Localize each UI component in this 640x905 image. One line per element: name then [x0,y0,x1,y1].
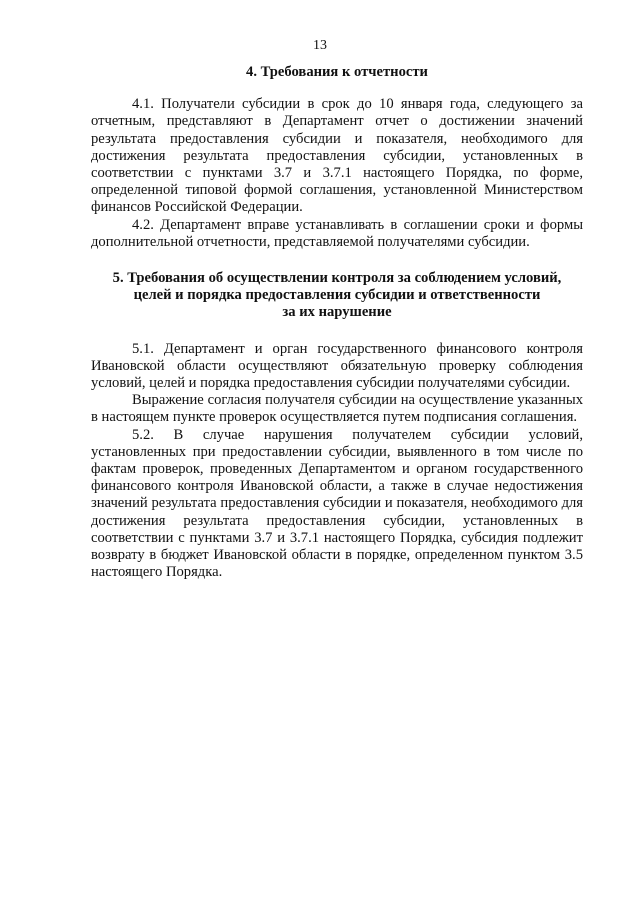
page-number: 13 [313,38,327,53]
paragraph-4-1: 4.1. Получатели субсидии в срок до 10 января года, следующего за отчетным, представляют в Департамент отчет о достижении значений результата предоставления субсидии и показателя, необходимого для достижения результата предоставления субсидии, установленных в соответствии с пунктами 3.7 и 3.7.1 настоящего Порядка, по форме, определенной типовой формой соглашения, установленной Министерством финансов Российской Федерации. [91,96,583,216]
paragraph-5-1: 5.1. Департамент и орган государственного финансового контроля Ивановской области осуществляют обязательную проверку соблюдения условий, целей и порядка предоставления субсидии получателями субсидии. [91,340,583,392]
document-body [91,64,583,581]
paragraph-5-1-consent: Выражение согласия получателя субсидии на осуществление указанных в настоящем пункте проверок осуществляется путем подписания соглашения. [91,392,583,426]
section-4-heading: 4. Требования к отчетности [246,64,428,80]
section-5-heading-line: за их нарушение [282,304,392,321]
paragraph-4-2: 4.2. Департамент вправе устанавливать в соглашении сроки и формы дополнительной отчетности, представляемой получателями субсидии. [91,216,583,250]
section-5-heading-line: целей и порядка предоставления субсидии и ответственности [133,287,541,304]
paragraph-5-2: 5.2. В случае нарушения получателем субсидии условий, установленных при предоставлении субсидии, выявленного в том числе по фактам проверок, проведенных Департаментом и органом государственного финансового контроля Ивановской области, а также в случае недостижения значений результата предоставления субсидии и показателя, необходимого для достижения результата предоставления субсидии, установленных в соответствии с пунктами 3.7 и 3.7.1 настоящего Порядка, субсидия подлежит возврату в бюджет Ивановской области в порядке, определенном пунктом 3.5 настоящего Порядка. [91,426,583,581]
section-5-heading-line: 5. Требования об осуществлении контроля за соблюдением условий, [112,270,562,287]
section-5-heading [91,270,583,322]
